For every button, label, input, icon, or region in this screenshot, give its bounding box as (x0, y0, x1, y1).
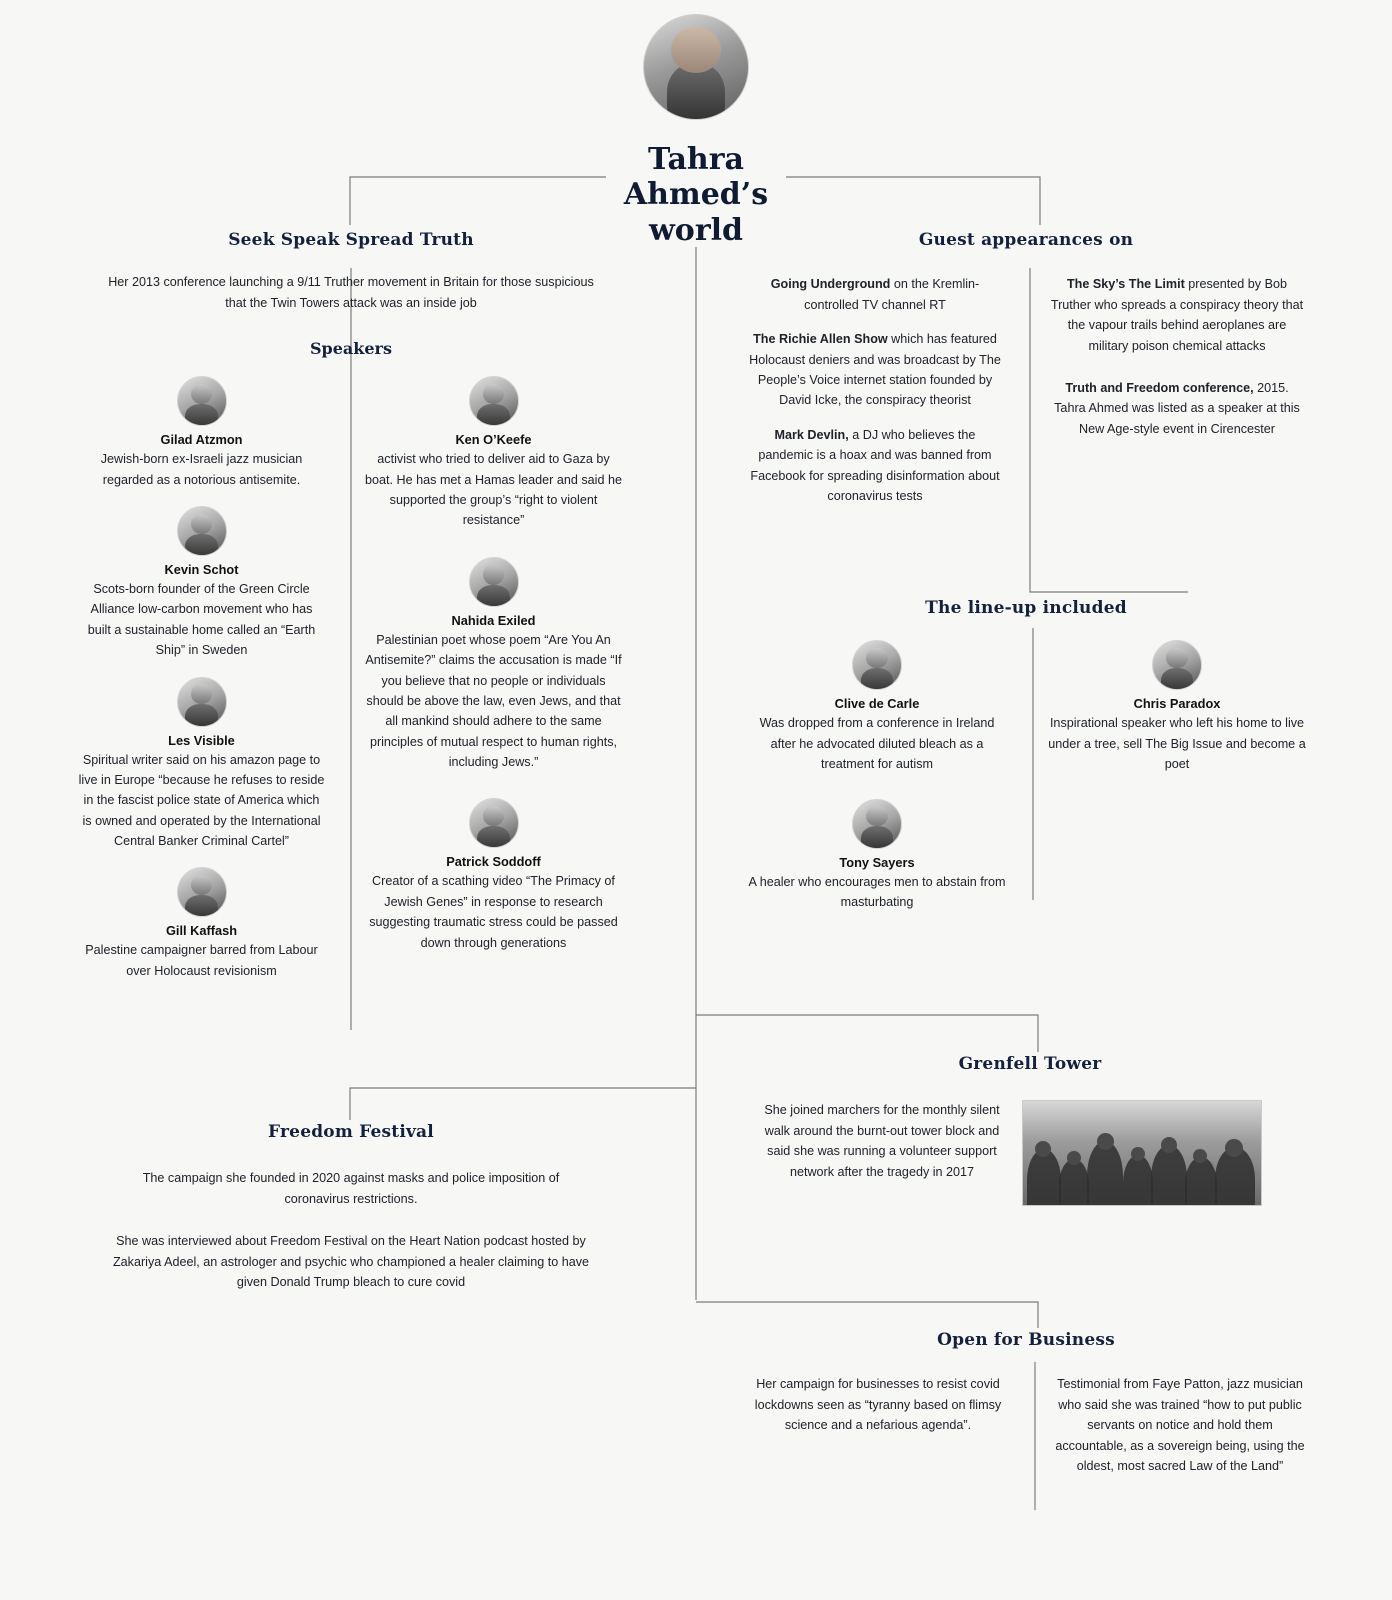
line-up-name: Clive de Carle (834, 696, 920, 712)
open-for-business-title: Open for Business (937, 1330, 1115, 1350)
freedom-festival-paragraph: The campaign she founded in 2020 against masks and police imposition of coronavirus restrictions. (142, 1171, 560, 1206)
speaker-desc: Scots-born founder of the Green Circle Alliance low-carbon movement who has built a sustainable home called an “Earth Ship” in Sweden (87, 581, 316, 658)
page-title: Tahra Ahmed’s world (623, 142, 769, 248)
person-photo-icon (1152, 640, 1202, 690)
speaker-card (78, 867, 325, 981)
speaker-photo-icon (469, 798, 519, 848)
guest-item-lead: The Sky’s The Limit (1066, 277, 1185, 292)
line-up-desc: Inspirational speaker who left his home to live under a tree, sell The Big Issue and become a poet (1048, 716, 1306, 772)
guest-item-rest: 2015. Tahra Ahmed was listed as a speaker at this New Age-style event in Cirencester (1054, 380, 1300, 436)
line-up-title: The line-up included (925, 598, 1127, 618)
speaker-photo-icon (177, 677, 227, 727)
speaker-card (78, 677, 325, 852)
speaker-photo-icon (177, 506, 227, 556)
speakers-column-left (78, 376, 341, 997)
speaker-card (78, 376, 325, 490)
person-photo-icon (852, 799, 902, 849)
speaker-name: Gill Kaffash (165, 923, 238, 939)
speaker-desc: Palestinian poet whose poem “Are You An Antisemite?” claims the accusation is made “If you believe that no people or individuals should be above the law, even Jews, and that all mankind should adhere to the same principles of mutual respect to human rights, including Jews.” (365, 632, 622, 770)
section-seek-speak-spread-truth (78, 230, 624, 997)
line-up-name: Chris Paradox (1133, 696, 1221, 712)
section-freedom-festival (80, 1122, 622, 1292)
speaker-card (363, 557, 624, 773)
speaker-photo-icon (469, 557, 519, 607)
section-guest-appearances (746, 230, 1306, 520)
guest-item-rest: presented by Bob Truther who spreads a conspiracy theory that the vapour trails behind aeroplanes are military poison chemical attacks (1050, 277, 1304, 353)
section-grenfell-tower (760, 1054, 1300, 1206)
speaker-name: Patrick Soddoff (446, 854, 541, 870)
speaker-photo-icon (177, 867, 227, 917)
speaker-desc: Creator of a scathing video “The Primacy of Jewish Genes” in response to research suggesting traumatic stress could be passed down through generations (369, 874, 618, 950)
line-up-column-right (1028, 640, 1306, 928)
guest-item (1048, 274, 1306, 356)
speaker-desc: Palestine campaigner barred from Labour over Holocaust revisionism (85, 943, 318, 978)
seek-speak-title: Seek Speak Spread Truth (228, 230, 474, 250)
speaker-card (363, 376, 624, 531)
guest-item (746, 274, 1004, 315)
speaker-desc: Spiritual writer said on his amazon page to live in Europe “because he refuses to reside in the fascist police state of America which is owned and operated by the International Central Banker Criminal Cartel” (78, 752, 325, 849)
line-up-card (746, 799, 1008, 913)
guest-item-lead: Truth and Freedom conference, (1065, 380, 1254, 395)
guest-item-rest: a DJ who believes the pandemic is a hoax and was banned from Facebook for spreading disinformation about coronavirus tests (750, 427, 1000, 503)
seek-speak-intro: Her 2013 conference launching a 9/11 Truther movement in Britain for those suspicious that the Twin Towers attack was an inside job (108, 275, 594, 310)
speaker-photo-icon (469, 376, 519, 426)
speakers-column-right (341, 376, 624, 997)
section-line-up (746, 598, 1306, 928)
line-up-card (746, 640, 1008, 774)
person-photo-icon (852, 640, 902, 690)
crowd-march-photo-icon (1022, 1100, 1262, 1206)
speakers-title: Speakers (310, 339, 392, 359)
guest-column-right (1026, 274, 1306, 520)
grenfell-title: Grenfell Tower (958, 1054, 1102, 1074)
guest-item-rest: on the Kremlin-controlled TV channel RT (804, 277, 980, 312)
speaker-name: Nahida Exiled (451, 612, 536, 628)
guest-appearances-title: Guest appearances on (918, 230, 1134, 250)
speaker-desc: activist who tried to deliver aid to Gaza by boat. He has met a Hamas leader and said he supported the group’s “right to violent resistance” (365, 452, 622, 528)
freedom-festival-title: Freedom Festival (268, 1122, 434, 1142)
grenfell-text: She joined marchers for the monthly silent walk around the burnt-out tower block and said she was running a volunteer support network after the tragedy in 2017 (764, 1103, 1000, 1179)
speaker-photo-icon (177, 376, 227, 426)
open-for-business-left-text: Her campaign for businesses to resist covid lockdowns seen as “tyranny based on flimsy science and a nefarious agenda”. (754, 1377, 1002, 1433)
guest-item-lead: Going Underground (770, 277, 891, 292)
line-up-desc: A healer who encourages men to abstain from masturbating (748, 874, 1006, 909)
guest-item (746, 329, 1004, 411)
center-header (596, 14, 796, 248)
freedom-festival-paragraph: She was interviewed about Freedom Festival on the Heart Nation podcast hosted by Zakariya Adeel, an astrologer and psychic who championed a healer claiming to have given Donald Trump bleach to cure covid (112, 1234, 590, 1289)
guest-item-rest: which has featured Holocaust deniers and was broadcast by The People’s Voice internet station founded by David Icke, the conspiracy theorist (749, 332, 1001, 408)
portrait-photo-icon (643, 14, 749, 120)
guest-column-left (746, 274, 1026, 520)
line-up-name: Tony Sayers (839, 854, 915, 870)
guest-item (746, 425, 1004, 507)
guest-item-lead: The Richie Allen Show (753, 332, 888, 347)
speaker-name: Kevin Schot (164, 561, 239, 577)
line-up-column-left (746, 640, 1028, 928)
open-for-business-right-text: Testimonial from Faye Patton, jazz musician who said she was trained “how to put public servants on notice and hold them accountable, as a sovereign being, using the oldest, most sacred Law of the Land” (1055, 1377, 1305, 1473)
guest-item-lead: Mark Devlin, (774, 427, 849, 442)
section-open-for-business (746, 1330, 1306, 1476)
speaker-card (78, 506, 325, 661)
line-up-card (1048, 640, 1306, 774)
speaker-name: Les Visible (168, 732, 235, 748)
speaker-name: Ken O’Keefe (455, 432, 532, 448)
speaker-name: Gilad Atzmon (160, 432, 243, 448)
speaker-desc: Jewish-born ex-Israeli jazz musician regarded as a notorious antisemite. (100, 452, 303, 487)
guest-item (1048, 378, 1306, 439)
line-up-desc: Was dropped from a conference in Ireland after he advocated diluted bleach as a treatment for autism (759, 716, 995, 772)
speaker-card (363, 798, 624, 953)
